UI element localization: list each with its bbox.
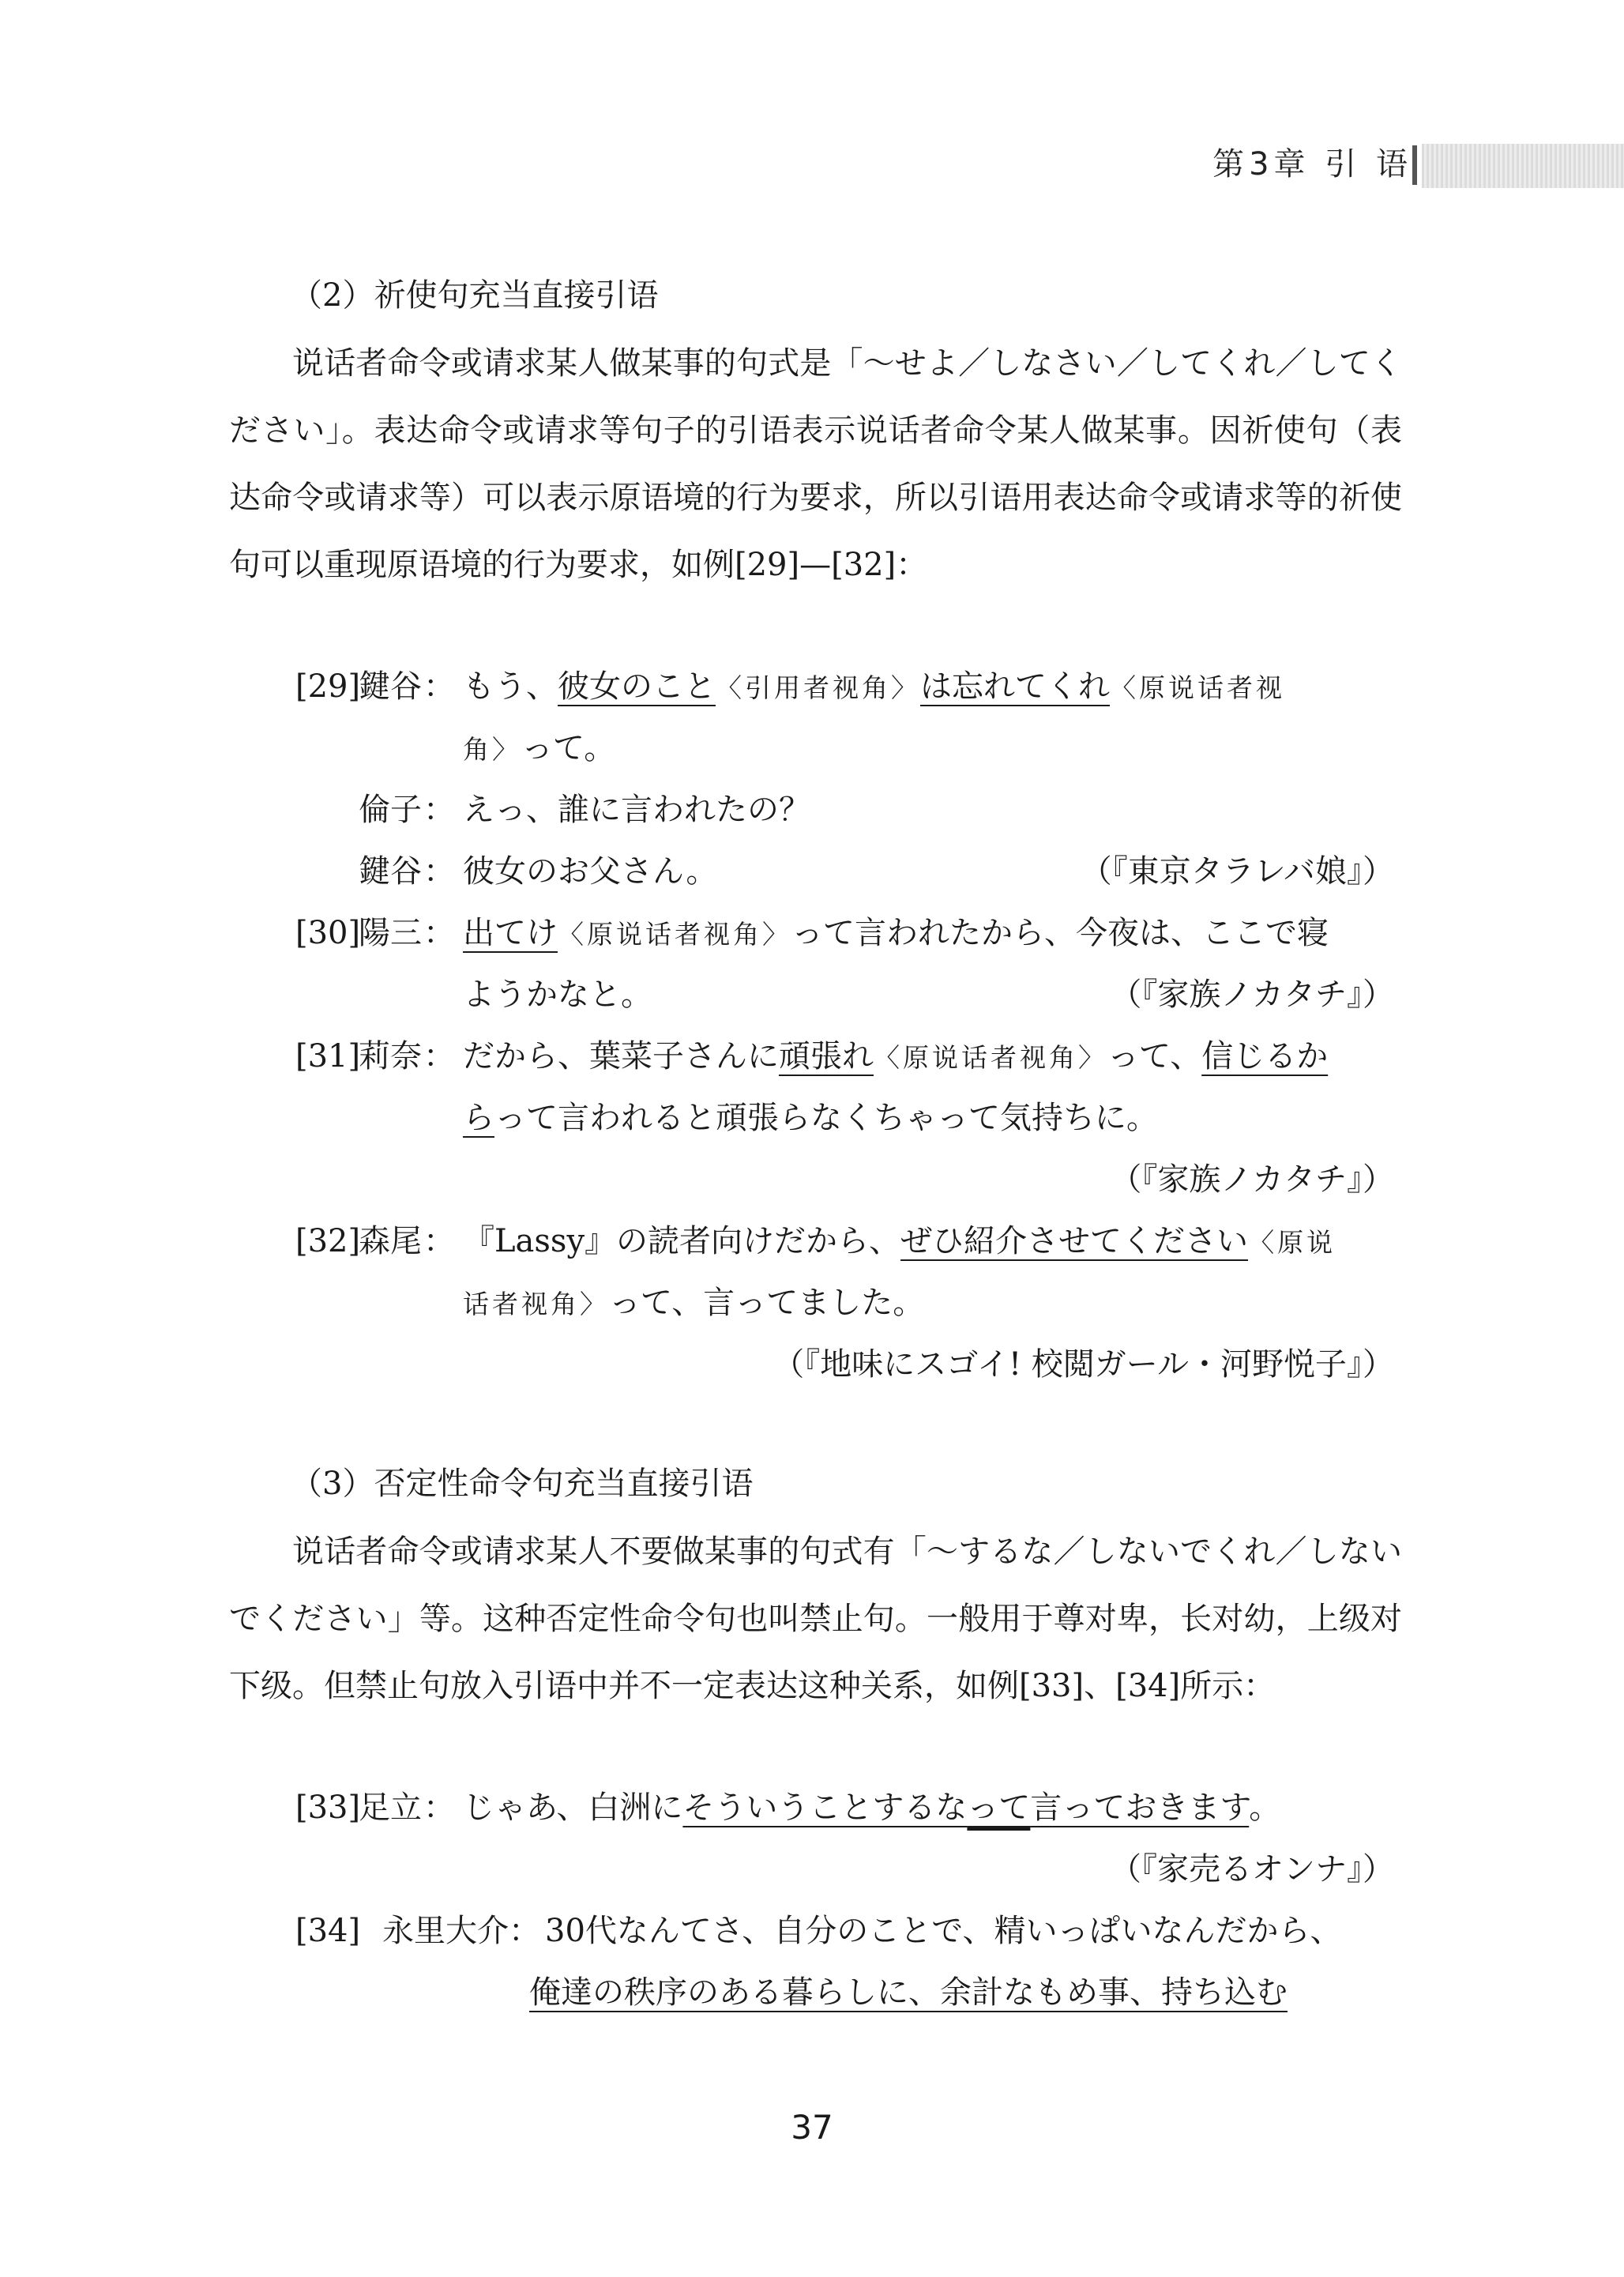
example-line [229,841,1402,902]
example-34 [229,1900,1402,2023]
example-line [229,1272,1402,1334]
example-number: [33] [295,1790,361,1826]
chapter-title: 第3章 引 语 [1212,146,1412,183]
example-text: 角〉って。 [463,730,616,766]
example-line [229,717,1402,779]
speaker: 鍵谷 [359,853,422,890]
colon: ： [423,668,455,705]
example-line [229,1087,1402,1149]
speaker: 鍵谷 [359,668,422,705]
header-decor-bar [1422,144,1624,188]
example-number: [30] [295,915,361,951]
source-citation: （『家族ノカタチ』） [1110,977,1394,1013]
example-32 [229,1210,1402,1395]
example-text: 彼女のお父さん。 [463,853,718,890]
section-heading-3: （3）否定性命令句充当直接引语 [291,1466,754,1502]
example-33 [229,1777,1402,1900]
running-header [0,141,1624,188]
example-line [229,1839,1402,1900]
example-line [229,1962,1402,2023]
example-text: だから、葉菜子さんに頑張れ〈原说话者视角〉って、信じるか [463,1038,1329,1075]
example-number: [31] [295,1038,361,1075]
example-text: 出てけ〈原说话者视角〉って言われたから、今夜は、ここで寝 [463,915,1329,951]
colon: ： [423,792,455,828]
example-line [229,1026,1402,1087]
example-number: [29] [295,668,361,705]
source-citation: （『家族ノカタチ』） [1110,1161,1394,1198]
example-number: [34] [295,1913,361,1949]
example-line [229,1777,1402,1839]
header-rule [1412,145,1417,185]
colon: ： [509,1913,540,1949]
example-line [229,964,1402,1026]
colon: ： [423,915,455,951]
example-line [229,1334,1402,1395]
speaker: 莉奈 [359,1038,422,1075]
speaker: 永里大介 [382,1913,509,1949]
example-text: 30代なんてさ、自分のことで、精いっぱいなんだから、 [545,1913,1342,1949]
example-text: 俺達の秩序のある暮らしに、余計なもめ事、持ち込む [529,1974,1288,2011]
example-text: らって言われると頑張らなくちゃって気持ちに。 [463,1100,1158,1136]
page-body [229,261,1402,2023]
speaker: 陽三 [359,915,422,951]
colon: ： [423,853,455,890]
page-number: 37 [791,2108,833,2147]
section-paragraph-2: 说话者命令或请求某人做某事的句式是「〜せよ／しなさい／してくれ／してください」。表达命令或请求等句子的引语表示说话者命令某人做某事。因祈使句（表达命令或请求等）可以表示原语境的行为要求，所以引语用表达命令或请求等的祈使句可以重现原语境的行为要求，如例[29]—[32]： [229,345,1402,583]
example-line [229,1210,1402,1272]
colon: ： [423,1223,455,1259]
example-text: 『Lassy』の読者向けだから、ぜひ紹介させてください〈原说 [463,1223,1336,1259]
speaker: 森尾 [359,1223,422,1259]
colon: ： [423,1038,455,1075]
example-number: [32] [295,1223,361,1259]
example-line [229,902,1402,964]
section-paragraph-3: 说话者命令或请求某人不要做某事的句式有「〜するな／しないでくれ／しないでください」等。这种否定性命令句也叫禁止句。一般用于尊对卑，长对幼，上级对下级。但禁止句放入引语中并不一定表达这种关系，如例[33]、[34]所示： [229,1534,1402,1704]
example-text: もう、彼女のこと〈引用者视角〉は忘れてくれ〈原说话者视 [463,668,1285,705]
example-31 [229,1026,1402,1210]
example-text: 话者视角〉って、言ってました。 [463,1285,925,1321]
example-line [229,779,1402,841]
source-citation: （『家売るオンナ』） [1110,1851,1394,1887]
example-line [229,1149,1402,1210]
colon: ： [423,1790,455,1826]
speaker: 倫子 [359,792,422,828]
source-citation: （『東京タラレバ娘』） [1080,853,1394,890]
example-30 [229,902,1402,1026]
example-line [229,656,1402,717]
section-heading-2: （2）祈使句充当直接引语 [291,277,659,314]
source-citation: （『地味にスゴイ! 校閲ガール・河野悦子』） [773,1346,1394,1383]
example-text: じゃあ、白洲にそういうことするなって言っておきます。 [463,1790,1281,1826]
example-text: えっ、誰に言われたの？ [463,792,810,828]
example-text: ようかなと。 [463,977,652,1013]
example-line [229,1900,1402,1962]
example-29 [229,656,1402,902]
speaker: 足立 [359,1790,422,1826]
